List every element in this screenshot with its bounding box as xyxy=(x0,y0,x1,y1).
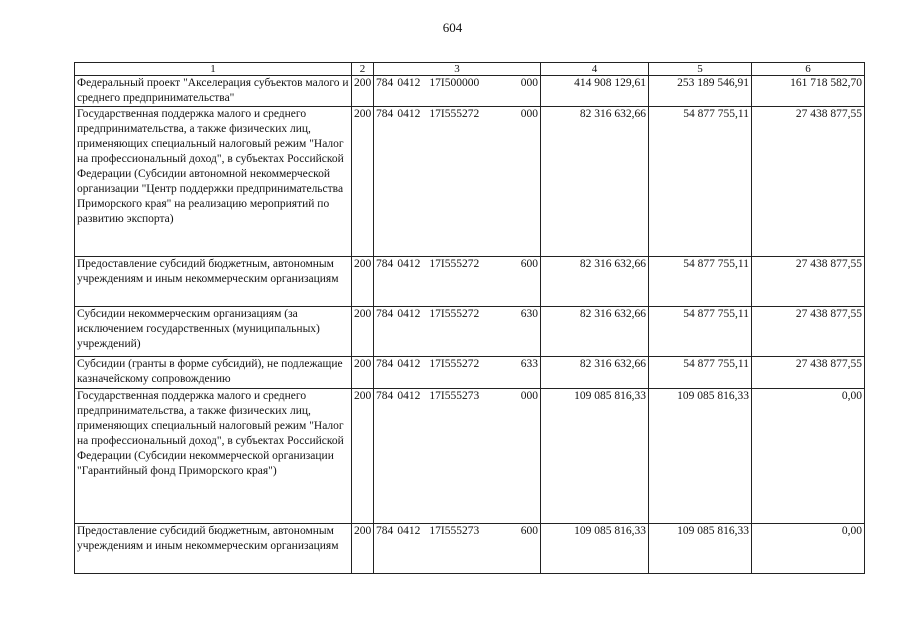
table-header-row xyxy=(75,63,865,76)
code-ministry: 784 xyxy=(376,525,394,537)
row-col2-cell: 200 xyxy=(352,524,374,574)
code-target xyxy=(429,357,509,372)
row-value-col5: 54 877 755,11 xyxy=(649,107,752,257)
row-code-cell xyxy=(374,357,541,389)
row-value-col4: 82 316 632,66 xyxy=(541,257,649,307)
table-row xyxy=(75,307,865,357)
budget-code xyxy=(376,307,538,322)
code-program: 17I5 xyxy=(429,390,451,402)
row-col2-cell: 200 xyxy=(352,107,374,257)
header-cell: 5 xyxy=(649,63,752,76)
code-program: 17I5 xyxy=(429,258,451,270)
code-program: 17I5 xyxy=(429,77,451,89)
row-value-col5: 54 877 755,11 xyxy=(649,307,752,357)
code-ministry: 784 xyxy=(376,108,394,120)
code-expense-type: 000 xyxy=(520,77,539,89)
budget-table xyxy=(74,62,865,574)
table-row xyxy=(75,257,865,307)
code-target xyxy=(429,524,509,539)
header-cell: 3 xyxy=(374,63,541,76)
row-value-col6: 161 718 582,70 xyxy=(752,76,865,107)
table-row xyxy=(75,389,865,524)
code-program: 17I5 xyxy=(429,358,451,370)
budget-code xyxy=(376,357,538,372)
budget-code xyxy=(376,76,538,91)
code-target xyxy=(429,76,509,91)
budget-code xyxy=(376,389,538,404)
row-value-col5: 253 189 546,91 xyxy=(649,76,752,107)
row-name-cell: Государственная поддержка малого и среднего предпринимательства, а также физических лиц, применяющих специальный налоговый режим "Налог на профессиональный доход", в субъектах Российской Федерации (Субсидии автономной некоммерческой организации "Центр поддержки предпринимательства Приморского края" на реализацию мероприятий по развитию экспорта) xyxy=(75,107,352,257)
code-expense-type: 630 xyxy=(520,308,539,320)
row-col2-cell: 200 xyxy=(352,307,374,357)
code-direction: 55272 xyxy=(450,308,480,320)
code-direction: 00000 xyxy=(450,77,480,89)
budget-code xyxy=(376,257,538,272)
row-name-cell: Субсидии (гранты в форме субсидий), не подлежащие казначейскому сопровождению xyxy=(75,357,352,389)
row-value-col6: 27 438 877,55 xyxy=(752,357,865,389)
header-cell: 6 xyxy=(752,63,865,76)
row-code-cell xyxy=(374,389,541,524)
code-direction: 55272 xyxy=(450,358,480,370)
row-code-cell xyxy=(374,307,541,357)
row-col2-cell: 200 xyxy=(352,76,374,107)
row-value-col5: 109 085 816,33 xyxy=(649,524,752,574)
code-target xyxy=(429,389,509,404)
code-section: 0412 xyxy=(397,525,421,537)
row-value-col6: 27 438 877,55 xyxy=(752,107,865,257)
code-section: 0412 xyxy=(397,390,421,402)
row-name-cell: Предоставление субсидий бюджетным, автономным учреждениям и иным некоммерческим организациям xyxy=(75,524,352,574)
code-direction: 55273 xyxy=(450,525,480,537)
row-value-col4: 109 085 816,33 xyxy=(541,389,649,524)
code-target xyxy=(429,307,509,322)
row-code-cell xyxy=(374,76,541,107)
header-cell: 1 xyxy=(75,63,352,76)
code-expense-type: 600 xyxy=(520,525,539,537)
page-number: 604 xyxy=(442,20,463,35)
row-code-cell xyxy=(374,107,541,257)
code-direction: 55272 xyxy=(450,108,480,120)
table-row xyxy=(75,107,865,257)
code-section: 0412 xyxy=(397,358,421,370)
row-value-col6: 27 438 877,55 xyxy=(752,257,865,307)
row-name-cell: Федеральный проект "Акселерация субъектов малого и среднего предпринимательства" xyxy=(75,76,352,107)
code-section: 0412 xyxy=(397,108,421,120)
code-expense-type: 000 xyxy=(520,108,539,120)
table-row xyxy=(75,524,865,574)
row-value-col4: 82 316 632,66 xyxy=(541,307,649,357)
row-value-col6: 0,00 xyxy=(752,389,865,524)
row-name-cell: Государственная поддержка малого и среднего предпринимательства, а также физических лиц, применяющих специальный налоговый режим "Налог на профессиональный доход", в субъектах Российской Федерации (Субсидии некоммерческой организации "Гарантийный фонд Приморского края") xyxy=(75,389,352,524)
code-ministry: 784 xyxy=(376,77,394,89)
row-value-col5: 109 085 816,33 xyxy=(649,389,752,524)
row-col2-cell: 200 xyxy=(352,357,374,389)
code-expense-type: 000 xyxy=(520,390,539,402)
row-col2-cell: 200 xyxy=(352,257,374,307)
code-section: 0412 xyxy=(397,258,421,270)
table-row xyxy=(75,357,865,389)
code-section: 0412 xyxy=(397,77,421,89)
row-value-col6: 0,00 xyxy=(752,524,865,574)
code-program: 17I5 xyxy=(429,525,451,537)
code-program: 17I5 xyxy=(429,108,451,120)
code-ministry: 784 xyxy=(376,390,394,402)
code-target xyxy=(429,107,509,122)
code-direction: 55273 xyxy=(450,390,480,402)
code-section: 0412 xyxy=(397,308,421,320)
row-value-col5: 54 877 755,11 xyxy=(649,357,752,389)
code-ministry: 784 xyxy=(376,358,394,370)
code-program: 17I5 xyxy=(429,308,451,320)
code-ministry: 784 xyxy=(376,258,394,270)
table-row xyxy=(75,76,865,107)
row-value-col4: 82 316 632,66 xyxy=(541,357,649,389)
row-value-col4: 82 316 632,66 xyxy=(541,107,649,257)
row-value-col5: 54 877 755,11 xyxy=(649,257,752,307)
header-cell: 4 xyxy=(541,63,649,76)
header-cell: 2 xyxy=(352,63,374,76)
row-value-col4: 109 085 816,33 xyxy=(541,524,649,574)
row-code-cell xyxy=(374,257,541,307)
row-value-col4: 414 908 129,61 xyxy=(541,76,649,107)
code-expense-type: 633 xyxy=(520,358,539,370)
code-direction: 55272 xyxy=(450,258,480,270)
budget-code xyxy=(376,524,538,539)
code-expense-type: 600 xyxy=(520,258,539,270)
row-col2-cell: 200 xyxy=(352,389,374,524)
budget-code xyxy=(376,107,538,122)
row-name-cell: Субсидии некоммерческим организациям (за исключением государственных (муниципальных) учреждений) xyxy=(75,307,352,357)
row-name-cell: Предоставление субсидий бюджетным, автономным учреждениям и иным некоммерческим организациям xyxy=(75,257,352,307)
code-target xyxy=(429,257,509,272)
code-ministry: 784 xyxy=(376,308,394,320)
row-code-cell xyxy=(374,524,541,574)
row-value-col6: 27 438 877,55 xyxy=(752,307,865,357)
